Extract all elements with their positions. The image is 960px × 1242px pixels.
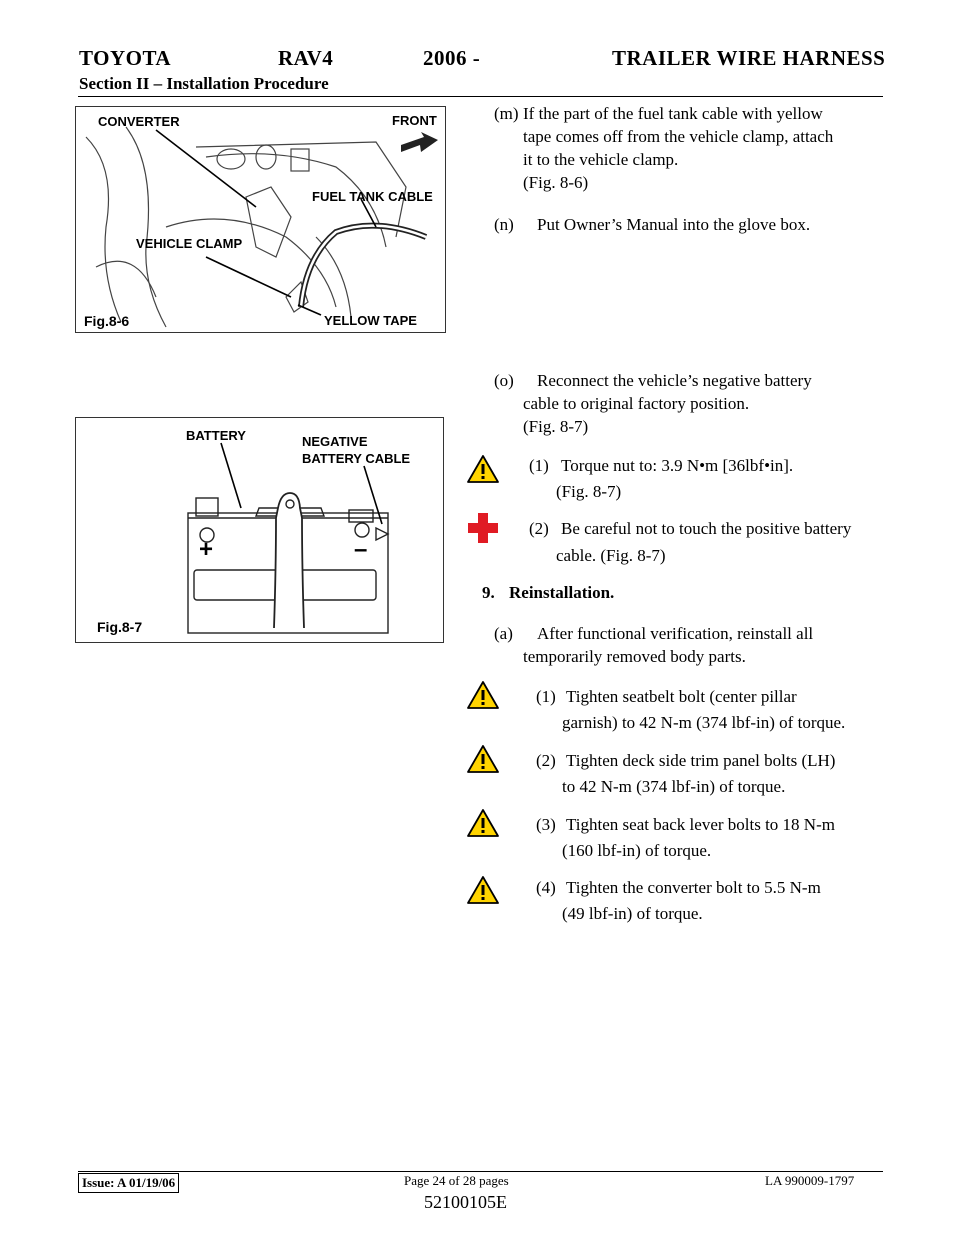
footer-part-number: 52100105E — [424, 1192, 507, 1212]
step-9-label: 9. — [482, 583, 495, 602]
step-a2-label: (2) — [536, 751, 556, 770]
step-a3-line-2: (160 lbf-in) of torque. — [562, 841, 712, 860]
label-vehicle-clamp: VEHICLE CLAMP — [136, 236, 243, 251]
step-a1-line-1: Tighten seatbelt bolt (center pillar — [566, 687, 797, 706]
label-yellow-tape: YELLOW TAPE — [324, 313, 417, 328]
step-o-label: (o) — [494, 371, 514, 390]
figure-8-6 — [75, 106, 446, 333]
label-converter: CONVERTER — [98, 114, 180, 129]
step-a3-label: (3) — [536, 815, 556, 834]
step-a-label: (a) — [494, 624, 513, 643]
header-model: RAV4 — [278, 46, 334, 70]
step-m-line-1: If the part of the fuel tank cable with yellow — [523, 104, 823, 123]
label-minus: – — [354, 536, 368, 563]
footer-rule — [78, 1171, 883, 1172]
warning-triangle-icon — [466, 808, 500, 838]
warning-triangle-icon — [466, 744, 500, 774]
step-a4-label: (4) — [536, 878, 556, 897]
step-o-line-2: cable to original factory position. — [523, 394, 750, 413]
figure-8-6-drawing — [76, 107, 445, 332]
step-n-label: (n) — [494, 215, 514, 234]
step-a4-line-1: Tighten the converter bolt to 5.5 N-m — [566, 878, 821, 897]
step-o2-label: (2) — [529, 519, 549, 538]
label-negative-1: NEGATIVE — [302, 434, 368, 449]
footer-issue: Issue: A 01/19/06 — [78, 1173, 179, 1193]
warning-triangle-icon — [466, 680, 500, 710]
footer-doc-number: LA 990009-1797 — [765, 1173, 855, 1188]
step-a2-line-1: Tighten deck side trim panel bolts (LH) — [566, 751, 836, 770]
step-o2-line-1: Be careful not to touch the positive battery — [561, 519, 852, 538]
figure-8-6-caption: Fig.8-6 — [84, 313, 130, 329]
warning-triangle-icon — [466, 875, 500, 905]
step-a-line-1: After functional verification, reinstall all — [537, 624, 814, 643]
step-a3-line-1: Tighten seat back lever bolts to 18 N-m — [566, 815, 835, 834]
footer-page: Page 24 of 28 pages — [404, 1173, 509, 1188]
header-rule — [78, 96, 883, 97]
warning-triangle-icon — [466, 454, 500, 484]
step-9-title: Reinstallation. — [509, 583, 615, 602]
figure-8-7-caption: Fig.8-7 — [97, 619, 143, 635]
label-front: FRONT — [392, 113, 437, 128]
step-m-line-3: it to the vehicle clamp. — [523, 150, 679, 169]
header-make: TOYOTA — [79, 46, 172, 70]
step-a-line-2: temporarily removed body parts. — [523, 647, 746, 666]
step-m-line-4: (Fig. 8-6) — [523, 173, 589, 192]
step-m-line-2: tape comes off from the vehicle clamp, attach — [523, 127, 834, 146]
step-o1-line-2: (Fig. 8-7) — [556, 482, 622, 501]
step-m-label: (m) — [494, 104, 519, 123]
step-o2-line-2: cable. (Fig. 8-7) — [556, 546, 666, 565]
step-n-text: Put Owner’s Manual into the glove box. — [537, 215, 811, 234]
step-a1-label: (1) — [536, 687, 556, 706]
step-a4-line-2: (49 lbf-in) of torque. — [562, 904, 703, 923]
step-o1-line-1: Torque nut to: 3.9 N•m [36lbf•in]. — [561, 456, 794, 475]
label-plus: + — [199, 536, 214, 563]
red-cross-icon — [467, 512, 499, 544]
step-a1-line-2: garnish) to 42 N-m (374 lbf-in) of torque. — [562, 713, 846, 732]
header-title: TRAILER WIRE HARNESS — [612, 46, 886, 70]
figure-8-7 — [75, 417, 444, 643]
step-o1-label: (1) — [529, 456, 549, 475]
step-o-line-1: Reconnect the vehicle’s negative battery — [537, 371, 812, 390]
step-a2-line-2: to 42 N-m (374 lbf-in) of torque. — [562, 777, 786, 796]
header-year: 2006 - — [423, 46, 481, 70]
step-o-line-3: (Fig. 8-7) — [523, 417, 589, 436]
section-title: Section II – Installation Procedure — [79, 74, 329, 93]
label-battery: BATTERY — [186, 428, 246, 443]
label-fuel-tank-cable: FUEL TANK CABLE — [312, 189, 433, 204]
label-negative-2: BATTERY CABLE — [302, 451, 411, 466]
